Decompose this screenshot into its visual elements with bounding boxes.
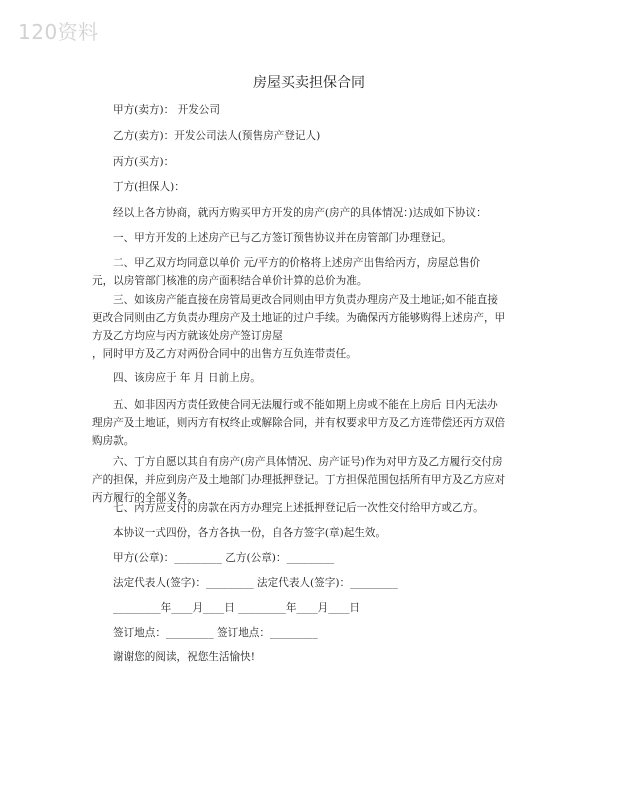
clause-3-line-4: ，同时甲方及乙方对两份合同中的出售方互负连带责任。	[92, 348, 357, 360]
document-title: 房屋买卖担保合同	[253, 75, 365, 91]
clause-1: 一、甲方开发的上述房产已与乙方签订预售协议并在房管部门办理登记。	[113, 232, 452, 244]
party-c-line: 丙方(买方)：	[113, 156, 175, 168]
clause-6-line-2: 产的担保，并应到房产及土地部门办理抵押登记。丁方担保范围包括所有甲方及乙方应对	[92, 474, 506, 486]
clause-5-line-3: 购房款。	[92, 435, 135, 447]
clause-2-line-1: 二、甲乙双方均同意以单价 元/平方的价格将上述房产出售给丙方，房屋总售价	[113, 257, 481, 269]
clause-3	[92, 291, 524, 345]
clause-3-line-2: 更改合同则由乙方负责办理房产及土地证的过户手续。为确保丙方能够购得上述房产，甲	[92, 312, 506, 324]
clause-7: 七、丙方应支付的房款在丙方办理完上述抵押登记后一次性交付给甲方或乙方。	[113, 502, 484, 514]
clause-2-line-2: 元，以房管部门核准的房产面积结合单价计算的总价为准。	[92, 275, 368, 287]
clause-3-line-1: 三、如该房产能直接在房管局更改合同则由甲方负责办理房产及土地证;如不能直接	[113, 294, 498, 306]
clause-4: 四、该房应于 年 月 日前上房。	[113, 372, 261, 384]
intro-paragraph: 经以上各方协商，就丙方购买甲方开发的房产(房产的具体情况：)达成如下协议：	[113, 207, 487, 219]
copies-paragraph: 本协议一式四份，各方各执一份，自各方签字(章)起生效。	[113, 527, 387, 539]
clause-5	[92, 396, 524, 450]
clause-3-line-3: 方及乙方均应与丙方就该处房产签订房屋	[92, 330, 283, 342]
clause-5-line-1: 五、如非因丙方责任致使合同无法履行或不能如期上房或不能在上房后 日内无法办	[113, 399, 498, 411]
signature-places-row: 签订地点：_________ 签订地点：_________	[113, 627, 318, 639]
signature-seals-row: 甲方(公章)：_________ 乙方(公章)：_________	[113, 552, 335, 564]
clause-2	[92, 254, 524, 290]
party-b-line: 乙方(卖方)：开发公司法人(预售房产登记人)	[113, 130, 321, 142]
signature-representatives-row: 法定代表人(签字)：_________ 法定代表人(签字)：_________	[113, 577, 398, 589]
party-a-line: 甲方(卖方)： 开发公司	[113, 104, 220, 116]
closing-note: 谢谢您的阅读，祝您生活愉快!	[113, 651, 255, 663]
party-d-line: 丁方(担保人)：	[113, 181, 185, 193]
clause-6-line-3: 丙方履行的全部义务。	[92, 492, 198, 504]
watermark-logo: 120资料	[18, 20, 99, 44]
clause-5-line-2: 理房产及土地证，则丙方有权终止或解除合同，并有权要求甲方及乙方连带偿还丙方双倍	[92, 417, 506, 429]
clause-6-line-1: 六、丁方自愿以其自有房产(房产具体情况、房产证号)作为对甲方及乙方履行交付房	[113, 456, 503, 468]
signature-dates-row: _________年____月____日 _________年____月____日	[113, 602, 361, 614]
